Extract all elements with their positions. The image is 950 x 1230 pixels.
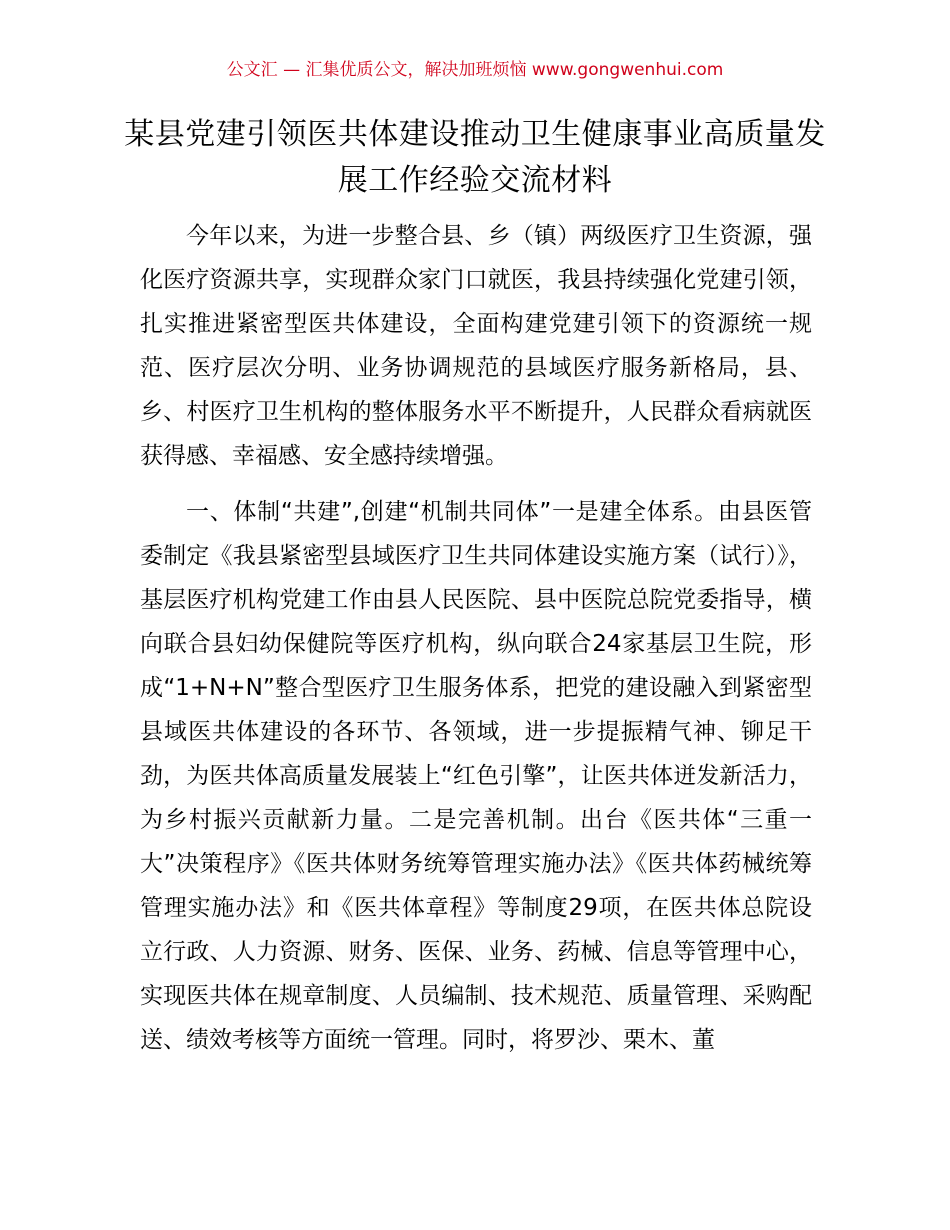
paragraph-intro: 今年以来，为进一步整合县、乡（镇）两级医疗卫生资源，强化医疗资源共享，实现群众家门口就医，我县持续强化党建引领，扎实推进紧密型医共体建设，全面构建党建引领下的资源统一规范、医疗层次分明、业务协调规范的县域医疗服务新格局，县、乡、村医疗卫生机构的整体服务水平不断提升，人民群众看病就医获得感、幸福感、安全感持续增强。 — [140, 223, 812, 469]
site-banner: 公文汇 — 汇集优质公文，解决加班烦恼 www.gongwenhui.com — [226, 60, 724, 80]
paragraph-section-one: 一、体制“共建”,创建“机制共同体”一是建全体系。由县医管委制定《我县紧密型县域医疗卫生共同体建设实施方案（试行）》，基层医疗机构党建工作由县人民医院、县中医院总院党委指导，横向联合县妇幼保健院等医疗机构，纵向联合24家基层卫生院，形成“1+N+N”整合型医疗卫生服务体系，把党的建设融入到紧密型县域医共体建设的各环节、各领域，进一步提振精气神、铆足干劲，为医共体高质量发展装上“红色引擎”，让医共体迸发新活力，为乡村振兴贡献新力量。二是完善机制。出台《医共体“三重一大”决策程序》《医共体财务统筹管理实施办法》《医共体药械统筹管理实施办法》和《医共体章程》等制度29项，在医共体总院设立行政、人力资源、财务、医保、业务、药械、信息等管理中心，实现医共体在规章制度、人员编制、技术规范、质量管理、采购配送、绩效考核等方面统一管理。同时，将罗沙、栗木、董 — [140, 499, 812, 1053]
document-title: 某县党建引领医共体建设推动卫生健康事业高质量发展工作经验交流材料 — [124, 117, 826, 198]
document-body — [140, 214, 812, 1062]
